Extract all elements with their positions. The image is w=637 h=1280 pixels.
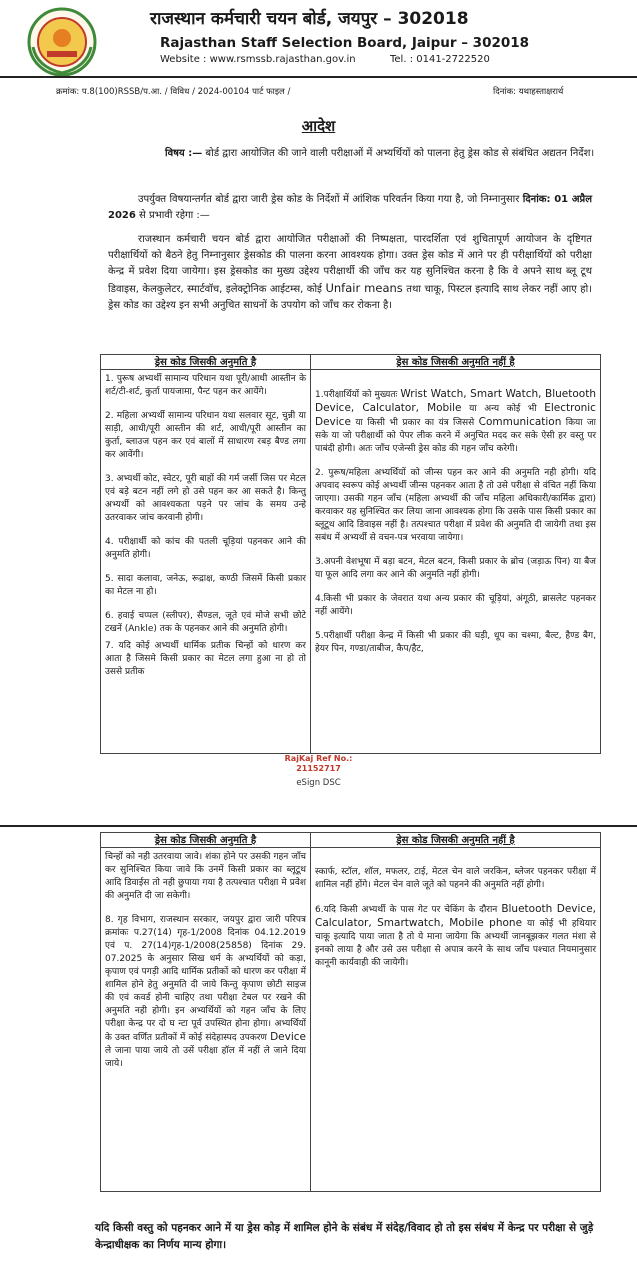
rajkaj-label: RajKaj Ref No.: <box>284 754 353 763</box>
item-text: ले जाना पाया जाये तो उसें परीक्षा हॉल में नहीं ले जाने दिया जाये। <box>105 1046 306 1069</box>
allowed-item: 2. महिला अभ्यर्थी सामान्य परिधान यथा सलवार सूट, चुन्नी या साड़ी, आधी/पूरी आस्तीन की शर्ट, आधी/पूरी आस्तीन का कुर्ता, ब्लाउज पहन कर एवं बालों में साधारण रबड़ बैण्ड लगा कर आवेंगी। <box>105 411 306 460</box>
not-allowed-item: 2. पुरूष/महिला अभ्यर्थियों को जीन्स पहन कर आने की अनुमति नही होगी। यदि अपवाद स्वरूप कोई अभ्यर्थी जीन्स पहनकर आता है तो उसे परीक्षा से वंचित नहीं किया जाएगा। उसकी गहन जाँच (महिला अभ्यर्थी की जाँच महिला अधिकारी/कार्मिक द्वारा) करवाकर यह सुनिश्चित कर लिया जाना आवश्यक होगा कि उसके पास किसी प्रकार का ब्लूटूथ आदि डिवाइस नहीं है। तत्पश्चात परीक्षा में प्रवेश की अनुमति दी जायेगी तथा इस सबंध में अभ्यर्थी से वचन-पत्र भरवाया जायेगा। <box>315 468 596 543</box>
item-text: 1.परीक्षार्थियों को मुख्यतः <box>315 390 398 400</box>
item-text: 6.यदि किसी अभ्यर्थी के पास गेट पर चेकिंग के दौरान <box>315 905 498 915</box>
not-allowed-item <box>315 903 596 970</box>
header-divider <box>0 76 637 78</box>
not-allowed-item: 3.अपनी वेशभूषा में बड़ा बटन, मेटल बटन, किसी प्रकार के ब्रोच (जड़ाऊ पिन) या बैज या फूल आदि लगा कर आने की अनुमति नहीं होगी। <box>315 557 596 580</box>
not-allowed-column <box>311 370 601 754</box>
paragraph-2 <box>108 232 592 314</box>
allowed-column <box>101 848 311 1192</box>
allowed-item: 6. हवाई चप्पल (स्लीपर), सैण्डल, जूते एवं मोजे सभी छोटे टखनें (Ankle) तक के पहनकर आने की अनुमति होगी। <box>105 611 306 634</box>
para1-date: दिनांक: 01 अप्रैल 2026 <box>108 194 592 221</box>
item-text: या अन्य कोई भी <box>469 404 537 414</box>
item-text: किया जा सके या जो परीक्षार्थी को पेपर लीक करने में अनुचित मदद कर सके ऐसी हर वस्तु पर पाबंदी होगी। अतः जाँच एजेन्सी ड्रेस कोड की गहन जाँच करेगी। <box>315 418 596 454</box>
allowed-column <box>101 370 311 754</box>
allowed-item: 3. अभ्यर्थी कोट, स्वेटर, पूरी बाहों की गर्म जर्सी जिस पर मेटल एवं बड़े बटन नहीं लगे हो उसे पहन कर आ सकते है। किन्तु अभ्यर्थी को आवश्यकता पड़ने पर जांच के समय उन्हे उतरवाकर जांच करवानी होगी। <box>105 474 306 523</box>
dress-code-table-page2 <box>100 832 601 1192</box>
para1-text: उपर्युक्त विषयान्तर्गत बोर्ड द्वारा जारी ड्रेस कोड के निर्देशों में आंशिक परिवर्तन किया गया है, जो निम्नानुसार <box>138 194 520 205</box>
para2-text: राजस्थान कर्मचारी चयन बोर्ड द्वारा आयोजित परीक्षाओं की निष्पक्षता, पारदर्शिता एवं शुचितापूर्ण आयोजन के दृष्टिगत परीक्षार्थियों को बैठने हेतु निम्नानुसार ड्रेसकोड की पालना करना आवश्यक होगा। उक्त ड्रेस कोड में आने पर ही परीक्षार्थियों को परीक्षा केन्द्र में प्रवेश दिया जायेगा। इस ड्रेसकोड का मुख्य उद्देश्य परीक्षार्थी की जाँच कर यह सुनिश्चित करना है कि वे अपने साथ ब्लू टूथ डिवाइस, केलकुलेटर, स्मार्टवॉच, इलेक्ट्रोनिक आईटम्स, कोई <box>108 234 592 295</box>
not-allowed-item: 4.किसी भी प्रकार के जेवरात यथा अन्य प्रकार की चूड़ियां, अंगूठी, ब्रासलेट पहनकर नहीं आयेंगे। <box>315 594 596 617</box>
esign-label: eSign DSC <box>296 778 341 788</box>
item-english: Bluetooth Device, Calculator, Smartwatch, Mobile phone <box>315 903 596 929</box>
item-english: Device <box>270 1031 306 1043</box>
not-allowed-item: 5.परीक्षार्थी परीक्षा केन्द्र में किसी भी प्रकार की घड़ी, धूप का चश्मा, बैल्ट, हैण्ड बैग, हेयर पिन, गण्डा/ताबीज, कैप/हैट, <box>315 631 596 654</box>
allowed-item: 5. सादा कलावा, जनेऊ, रूद्राक्ष, कण्ठी जिसमें किसी प्रकार का मेटल ना हो। <box>105 574 306 597</box>
telephone: Tel. : 0141-2722520 <box>390 54 490 65</box>
rajkaj-number: 21152717 <box>296 764 341 773</box>
date-line: दिनांक: यथाहस्ताक्षरार्थ <box>493 87 564 97</box>
allowed-item <box>105 914 306 1071</box>
item-english: Electronic Device <box>315 402 596 428</box>
reference-number: क्रमांक: प.8(100)RSSB/प.आ. / विविध / 2024-00104 पार्ट फाइल / <box>56 87 291 97</box>
board-title-english: Rajasthan Staff Selection Board, Jaipur – 302018 <box>160 35 530 51</box>
para2-text-end: तथा चाकू, पिस्टल इत्यादि साथ लेकर नहीं आए हो। ड्रेस कोड का उद्देश्य इन सभी अनुचित साधनों के उपयोग को जाँच कर रोकना है। <box>108 284 592 311</box>
not-allowed-item <box>315 388 596 456</box>
allowed-item: 7. यदि कोई अभ्यर्थी धार्मिक प्रतीक चिन्हों को धारण कर आता है जिसमे किसी प्रकार का मेटल लगा हुआ ना हो तो उससे प्रतीक <box>105 641 306 677</box>
footer-note: यदि किसी वस्तु को पहनकर आने में या ड्रेस कोड़ में शामिल होने के संबंध में संदेह/विवाद हो तो इस संबंध में केन्द्र पर परीक्षा से जुड़े केन्द्राधीक्षक का निर्णय मान्य होगा। <box>95 1222 594 1251</box>
allowed-header: ड्रेस कोड जिसकी अनुमति है <box>101 355 311 370</box>
board-logo <box>27 7 97 77</box>
order-title: आदेश <box>301 117 336 135</box>
not-allowed-header: ड्रेस कोड जिसकी अनुमति नहीं है <box>311 833 601 848</box>
para2-unfair-means: Unfair means <box>325 281 403 295</box>
subject-text: बोर्ड द्वारा आयोजित की जाने वाली परीक्षाओं में अभ्यर्थियों को पालना हेतु ड्रेस कोड से संबंधित अद्यतन निर्देश। <box>205 148 595 159</box>
item-english: Wrist Watch, Smart Watch, Bluetooth Device, Calculator, Mobile <box>315 388 596 414</box>
allowed-item: 4. परीक्षार्थी को कांच की पतली चूड़ियां पहनकर आने की अनुमति होगी। <box>105 537 306 560</box>
dress-code-table-page1 <box>100 354 601 754</box>
allowed-item: 1. पुरूष अभ्यर्थी सामान्य परिधान यथा पूरी/आधी आस्तीन के शर्ट/टी-शर्ट, कुर्ता पायजामा, पैन्ट पहन कर आयेंगे। <box>105 374 306 397</box>
subject-label: विषय :— <box>165 148 203 159</box>
not-allowed-column <box>311 848 601 1192</box>
not-allowed-item: स्कार्फ, स्टॉल, शॉल, मफलर, टाई, मेटल चेन वाले जरकिन, ब्लेजर पहनकर परीक्षा में शामिल नहीं होंगे। मेटल चेन वाले जूते को पहनने की अनुमति नहीं होगी। <box>315 867 596 890</box>
not-allowed-header: ड्रेस कोड जिसकी अनुमति नहीं है <box>311 355 601 370</box>
subject <box>165 146 595 162</box>
allowed-header: ड्रेस कोड जिसकी अनुमति है <box>101 833 311 848</box>
board-title-hindi: राजस्थान कर्मचारी चयन बोर्ड, जयपुर – 302018 <box>150 9 469 29</box>
item-text: या कोई भी हथियार चाकू इत्यादि पाया जाता है तो ये माना जायेगा कि अभ्यर्थी जानबूझकर गलत मंशा से इनको लाया है और उसे उस परीक्षा से अपात्र करने के साथ जाँच पश्चात नियमानुसार कानूनी कार्यवाही की जायेगी। <box>315 919 596 968</box>
para1-text-end: से प्रभावी रहेगा :— <box>139 210 210 221</box>
allowed-item: चिन्हों को नही उतरवाया जावे। शंका होने पर उसकी गहन जाँच कर सुनिश्चित किया जावे कि उनमें किसी प्रकार का ब्लूटूथ आदि डिवाईस तो नही छुपाया गया है तत्पश्चात परीक्षा मे प्रवेश की अनुमति दी जा सकेगी। <box>105 852 306 901</box>
paragraph-1 <box>108 192 592 224</box>
item-text: 8. गृह विभाग, राजस्थान सरकार, जयपुर द्वारा जारी परिपत्र क्रमांकः प.27(14) गृह-1/2008 दिनांक 04.12.2019 एवं प. 27(14)गृह-1/2008(25858) दिनांक 29. 07.2025 के अनुसार सिख धर्म के अभ्यर्थियों को कड़ा, कृपाण एवं पगड़ी आदि धार्मिक प्रतीकों को धारण कर परीक्षा में शामिल होने हेतु अनुमति दी जाये किन्तु कृपाण छोटी साइज की एवं कवर्ड होनी चाहिए तथा परीक्षा टेबल पर रखने की अनुमति नही होगी। इन अभ्यर्थियों को गहन जाँच के लिए परीक्षा केन्द्र पर दो घ न्टा पूर्व उपस्थित होना होगा। अभ्यर्थियों के उक्त वर्णित प्रतीकों में कोई संदेहास्पद उपकरण <box>105 915 306 1043</box>
rajkaj-ref <box>0 754 637 774</box>
item-english: Communication <box>478 416 562 428</box>
item-text: या किसी भी प्रकार का यंत्र जिससे <box>355 418 475 428</box>
website[interactable]: Website : www.rsmssb.rajasthan.gov.in <box>160 54 356 65</box>
page-divider <box>0 825 637 827</box>
